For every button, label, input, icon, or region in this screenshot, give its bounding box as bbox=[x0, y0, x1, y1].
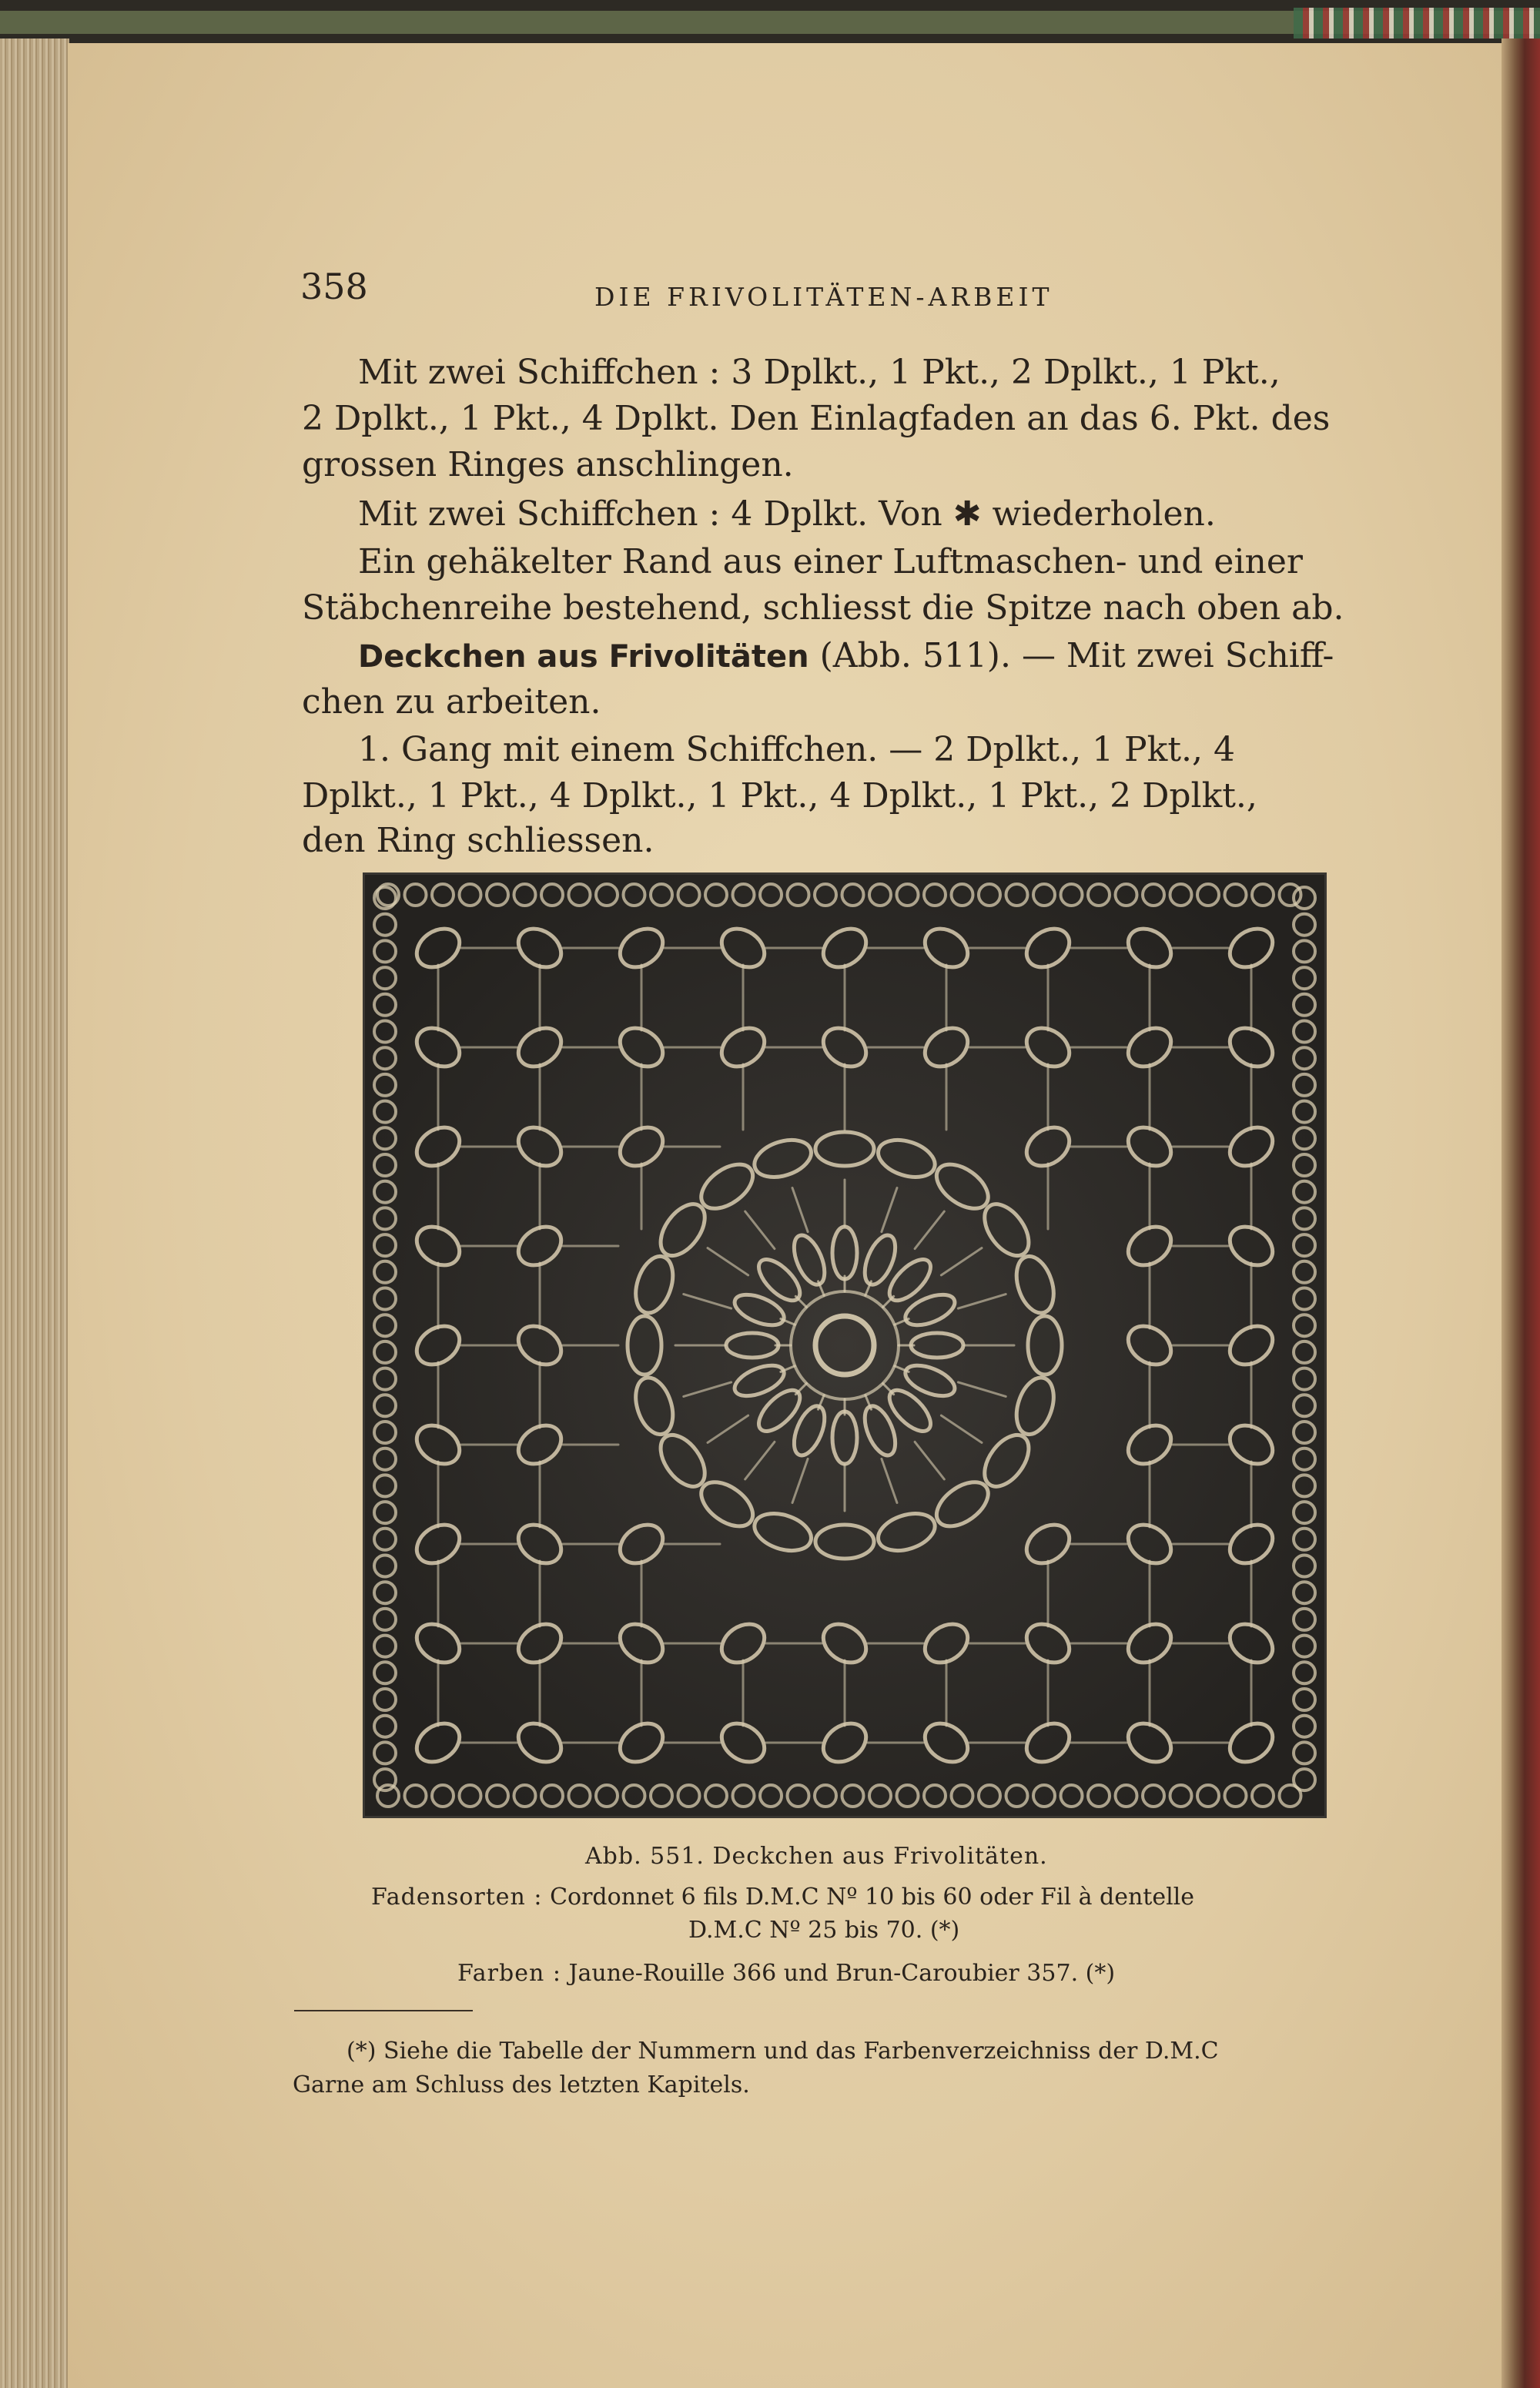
footnote-line: Garne am Schluss des letzten Kapitels. bbox=[293, 2071, 750, 2098]
colors-label: Farben : bbox=[457, 1960, 561, 1987]
thread-types-cont: D.M.C Nº 25 bis 70. (*) bbox=[688, 1917, 960, 1944]
running-title: DIE FRIVOLITÄTEN-ARBEIT bbox=[594, 282, 1053, 312]
doily-image bbox=[365, 875, 1324, 1816]
text-line: Stäbchenreihe bestehend, schliesst die Spitze nach oben ab. bbox=[302, 588, 1344, 628]
section-heading-rest: (Abb. 511). — Mit zwei Schiff- bbox=[808, 636, 1334, 675]
figure-caption: Abb. 551. Deckchen aus Frivolitäten. bbox=[585, 1843, 1048, 1870]
book-top-edge bbox=[0, 0, 1540, 45]
book-spine bbox=[1502, 39, 1540, 2388]
text-line: chen zu arbeiten. bbox=[302, 682, 601, 722]
text-line: den Ring schliessen. bbox=[302, 821, 654, 860]
text-line: 1. Gang mit einem Schiffchen. — 2 Dplkt., 1 Pkt., 4 bbox=[358, 730, 1235, 769]
text-line: Ein gehäkelter Rand aus einer Luftmaschen- und einer bbox=[358, 542, 1303, 581]
doily-illustration bbox=[365, 875, 1324, 1816]
colors-line bbox=[457, 1960, 1115, 1987]
thread-types-label: Fadensorten : bbox=[371, 1884, 543, 1911]
bookmark-ribbon bbox=[1294, 8, 1540, 39]
thread-types bbox=[371, 1884, 1194, 1911]
footnote-line: (*) Siehe die Tabelle der Nummern und das Farbenverzeichniss der D.M.C bbox=[346, 2038, 1219, 2065]
footnote-rule bbox=[294, 2010, 473, 2011]
thread-types-text: Cordonnet 6 fils D.M.C Nº 10 bis 60 oder Fil à dentelle bbox=[542, 1884, 1195, 1911]
section-heading-bold: Deckchen aus Frivolitäten bbox=[358, 639, 809, 675]
page-number: 358 bbox=[300, 266, 368, 307]
text-line: Dplkt., 1 Pkt., 4 Dplkt., 1 Pkt., 4 Dplkt., 1 Pkt., 2 Dplkt., bbox=[302, 776, 1257, 816]
section-heading bbox=[358, 636, 1334, 675]
text-line: Mit zwei Schiffchen : 4 Dplkt. Von ✱ wiederholen. bbox=[358, 494, 1216, 534]
text-line: grossen Ringes anschlingen. bbox=[302, 445, 794, 484]
text-line: Mit zwei Schiffchen : 3 Dplkt., 1 Pkt., 2 Dplkt., 1 Pkt., bbox=[358, 353, 1281, 392]
colors-text: Jaune-Rouille 366 und Brun-Caroubier 357. (*) bbox=[561, 1960, 1116, 1987]
page-edges bbox=[0, 39, 69, 2388]
text-line: 2 Dplkt., 1 Pkt., 4 Dplkt. Den Einlagfaden an das 6. Pkt. des bbox=[302, 399, 1331, 438]
